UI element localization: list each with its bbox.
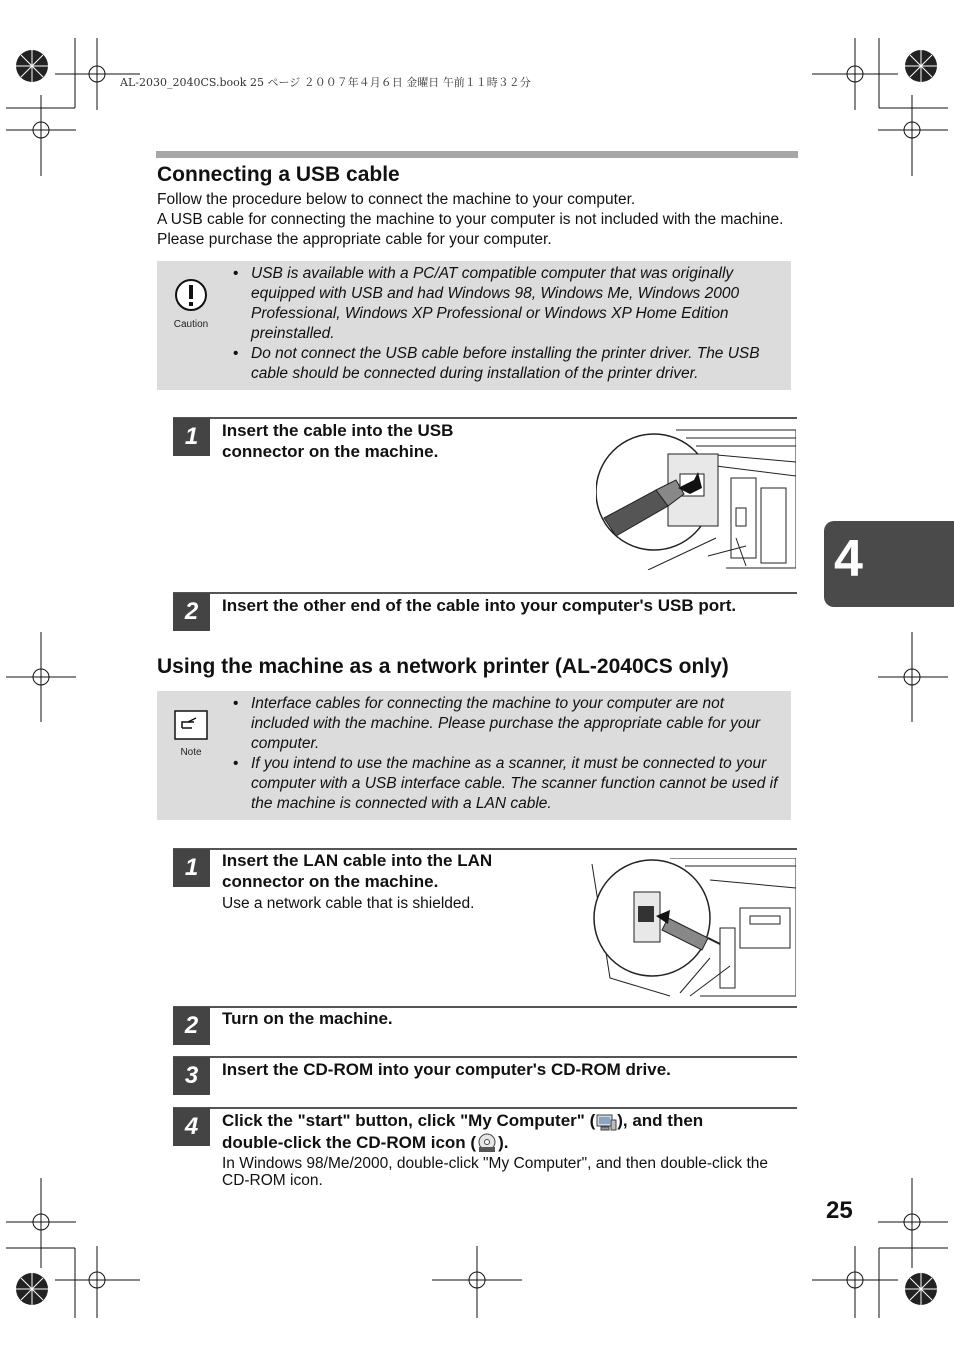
note-bullet-2: • If you intend to use the machine as a scanner, it must be connected to your computer with a USB interface cable. The scanner function cannot be used if the machine is connected with a LAN cable.: [231, 754, 785, 814]
caution-list: [231, 264, 785, 384]
step-rule: [173, 1107, 797, 1109]
caution-exclamation-icon: [174, 278, 208, 312]
book-file-header: AL-2030_2040CS.book 25 ページ ２００７年４月６日 金曜日 午前１１時３２分: [120, 76, 531, 89]
caution-icon-block: [170, 278, 212, 330]
my-computer-icon: [595, 1112, 617, 1132]
network-step-4-note: In Windows 98/Me/2000, double-click "My Computer", and then double-click the CD-ROM icon.: [222, 1155, 769, 1189]
network-step-1-badge: 1: [173, 849, 210, 887]
usb-step-1-badge: 1: [173, 418, 210, 456]
usb-intro-line-1: Follow the procedure below to connect the machine to your computer.: [157, 191, 636, 208]
note-pointing-hand-icon: [174, 710, 208, 740]
network-step-2-title: Turn on the machine.: [222, 1009, 393, 1028]
note-label: Note: [180, 747, 202, 758]
network-step-2-badge: 2: [173, 1007, 210, 1045]
network-step-1-note: Use a network cable that is shielded.: [222, 895, 475, 912]
network-step-4-badge: 4: [173, 1108, 210, 1146]
chapter-number: 4: [834, 530, 863, 588]
network-step-3-title: Insert the CD-ROM into your computer's CD-ROM drive.: [222, 1060, 671, 1079]
usb-intro: [157, 190, 797, 250]
network-step-4-title: Click the "start" button, click "My Computer" ( ), and then double-click the CD-ROM icon ( ).: [222, 1111, 704, 1152]
note-box: [157, 691, 791, 820]
usb-intro-line-2: A USB cable for connecting the machine to your computer is not included with the machine. Please purchase the appropriate cable for your computer.: [157, 211, 784, 248]
caution-box: [157, 261, 791, 390]
network-step-3-badge: 3: [173, 1057, 210, 1095]
usb-section-title: Connecting a USB cable: [157, 163, 400, 186]
caution-bullet-1: • USB is available with a PC/AT compatible computer that was originally equipped with USB and had Windows 98, Windows Me, Windows 2000 Professional, Windows XP Professional or Windows XP Home Edition preinstalled.: [231, 264, 785, 344]
lan-connection-illustration: [590, 858, 796, 998]
page-number: 25: [826, 1197, 853, 1224]
note-icon-block: [170, 710, 212, 758]
cd-rom-icon: [476, 1133, 498, 1153]
step-rule: [173, 1056, 797, 1058]
section-rule: [156, 151, 798, 158]
caution-bullet-2: • Do not connect the USB cable before installing the printer driver. The USB cable should be connected during installation of the printer driver.: [231, 344, 785, 384]
usb-step-2-badge: 2: [173, 593, 210, 631]
network-step-1-title: Insert the LAN cable into the LAN connector on the machine.: [222, 851, 493, 891]
network-section-title: Using the machine as a network printer (AL-2040CS only): [157, 655, 729, 678]
chapter-tab: [824, 521, 954, 607]
usb-step-2-title: Insert the other end of the cable into your computer's USB port.: [222, 596, 737, 615]
step-rule: [173, 592, 797, 594]
usb-connection-illustration: [596, 428, 796, 570]
note-list: [231, 694, 785, 814]
caution-label: Caution: [173, 319, 209, 330]
note-bullet-1: • Interface cables for connecting the machine to your computer are not included with the machine. Please purchase the appropriate cable for your computer.: [231, 694, 785, 754]
step-rule: [173, 417, 797, 419]
usb-step-1-title: Insert the cable into the USB connector on the machine.: [222, 421, 454, 461]
